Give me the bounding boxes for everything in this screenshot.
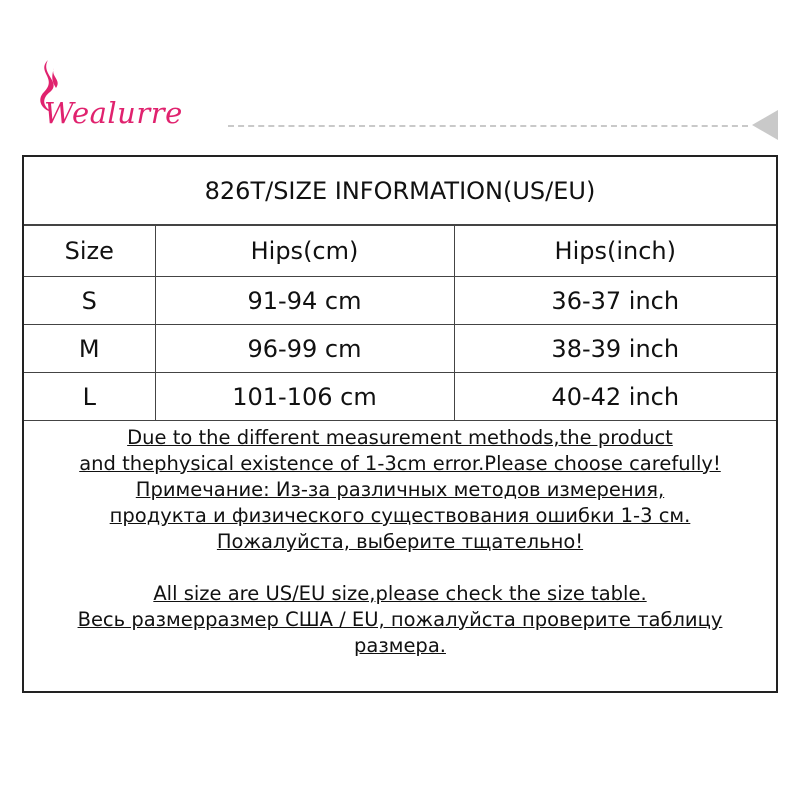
header-hips-inch: Hips(inch) <box>454 226 776 277</box>
notes-block <box>24 425 776 659</box>
table-row <box>24 373 776 421</box>
size-chart-title: 826T/SIZE INFORMATION(US/EU) <box>24 157 776 225</box>
header-size: Size <box>24 226 155 277</box>
cell-hips-inch: 36-37 inch <box>454 277 776 325</box>
cell-size: S <box>24 277 155 325</box>
cell-size: L <box>24 373 155 421</box>
cell-hips-cm: 101-106 cm <box>155 373 454 421</box>
note-ru-line-3: Пожалуйста, выберите тщательно! <box>216 530 584 553</box>
all-size-ru-line-1: Весь размерразмер США / EU, пожалуйста проверите таблицу <box>77 608 723 631</box>
all-size-en: All size are US/EU size,please check the size table. <box>153 582 647 605</box>
cell-hips-inch: 38-39 inch <box>454 325 776 373</box>
table-row <box>24 277 776 325</box>
note-ru-line-1: Примечание: Из-за различных методов измерения, <box>135 478 665 501</box>
all-size-ru-line-2: размера. <box>354 634 446 657</box>
cell-hips-inch: 40-42 inch <box>454 373 776 421</box>
size-chart-frame <box>22 155 778 693</box>
cell-hips-cm: 91-94 cm <box>155 277 454 325</box>
note-en-line-1: Due to the different measurement methods,the product <box>127 426 673 449</box>
table-row <box>24 325 776 373</box>
note-en-line-2: and thephysical existence of 1-3cm error.Please choose carefully! <box>79 452 721 475</box>
size-table <box>24 225 776 421</box>
cell-hips-cm: 96-99 cm <box>155 325 454 373</box>
table-header-row <box>24 226 776 277</box>
spacer <box>24 555 776 581</box>
note-ru-line-2: продукта и физического существования ошибки 1-3 см. <box>109 504 691 527</box>
cell-size: M <box>24 325 155 373</box>
dashed-divider <box>228 125 748 127</box>
brand-name: Wealurre <box>44 96 183 130</box>
brand-logo <box>28 58 228 138</box>
triangle-arrow-icon <box>752 110 778 140</box>
header-hips-cm: Hips(cm) <box>155 226 454 277</box>
